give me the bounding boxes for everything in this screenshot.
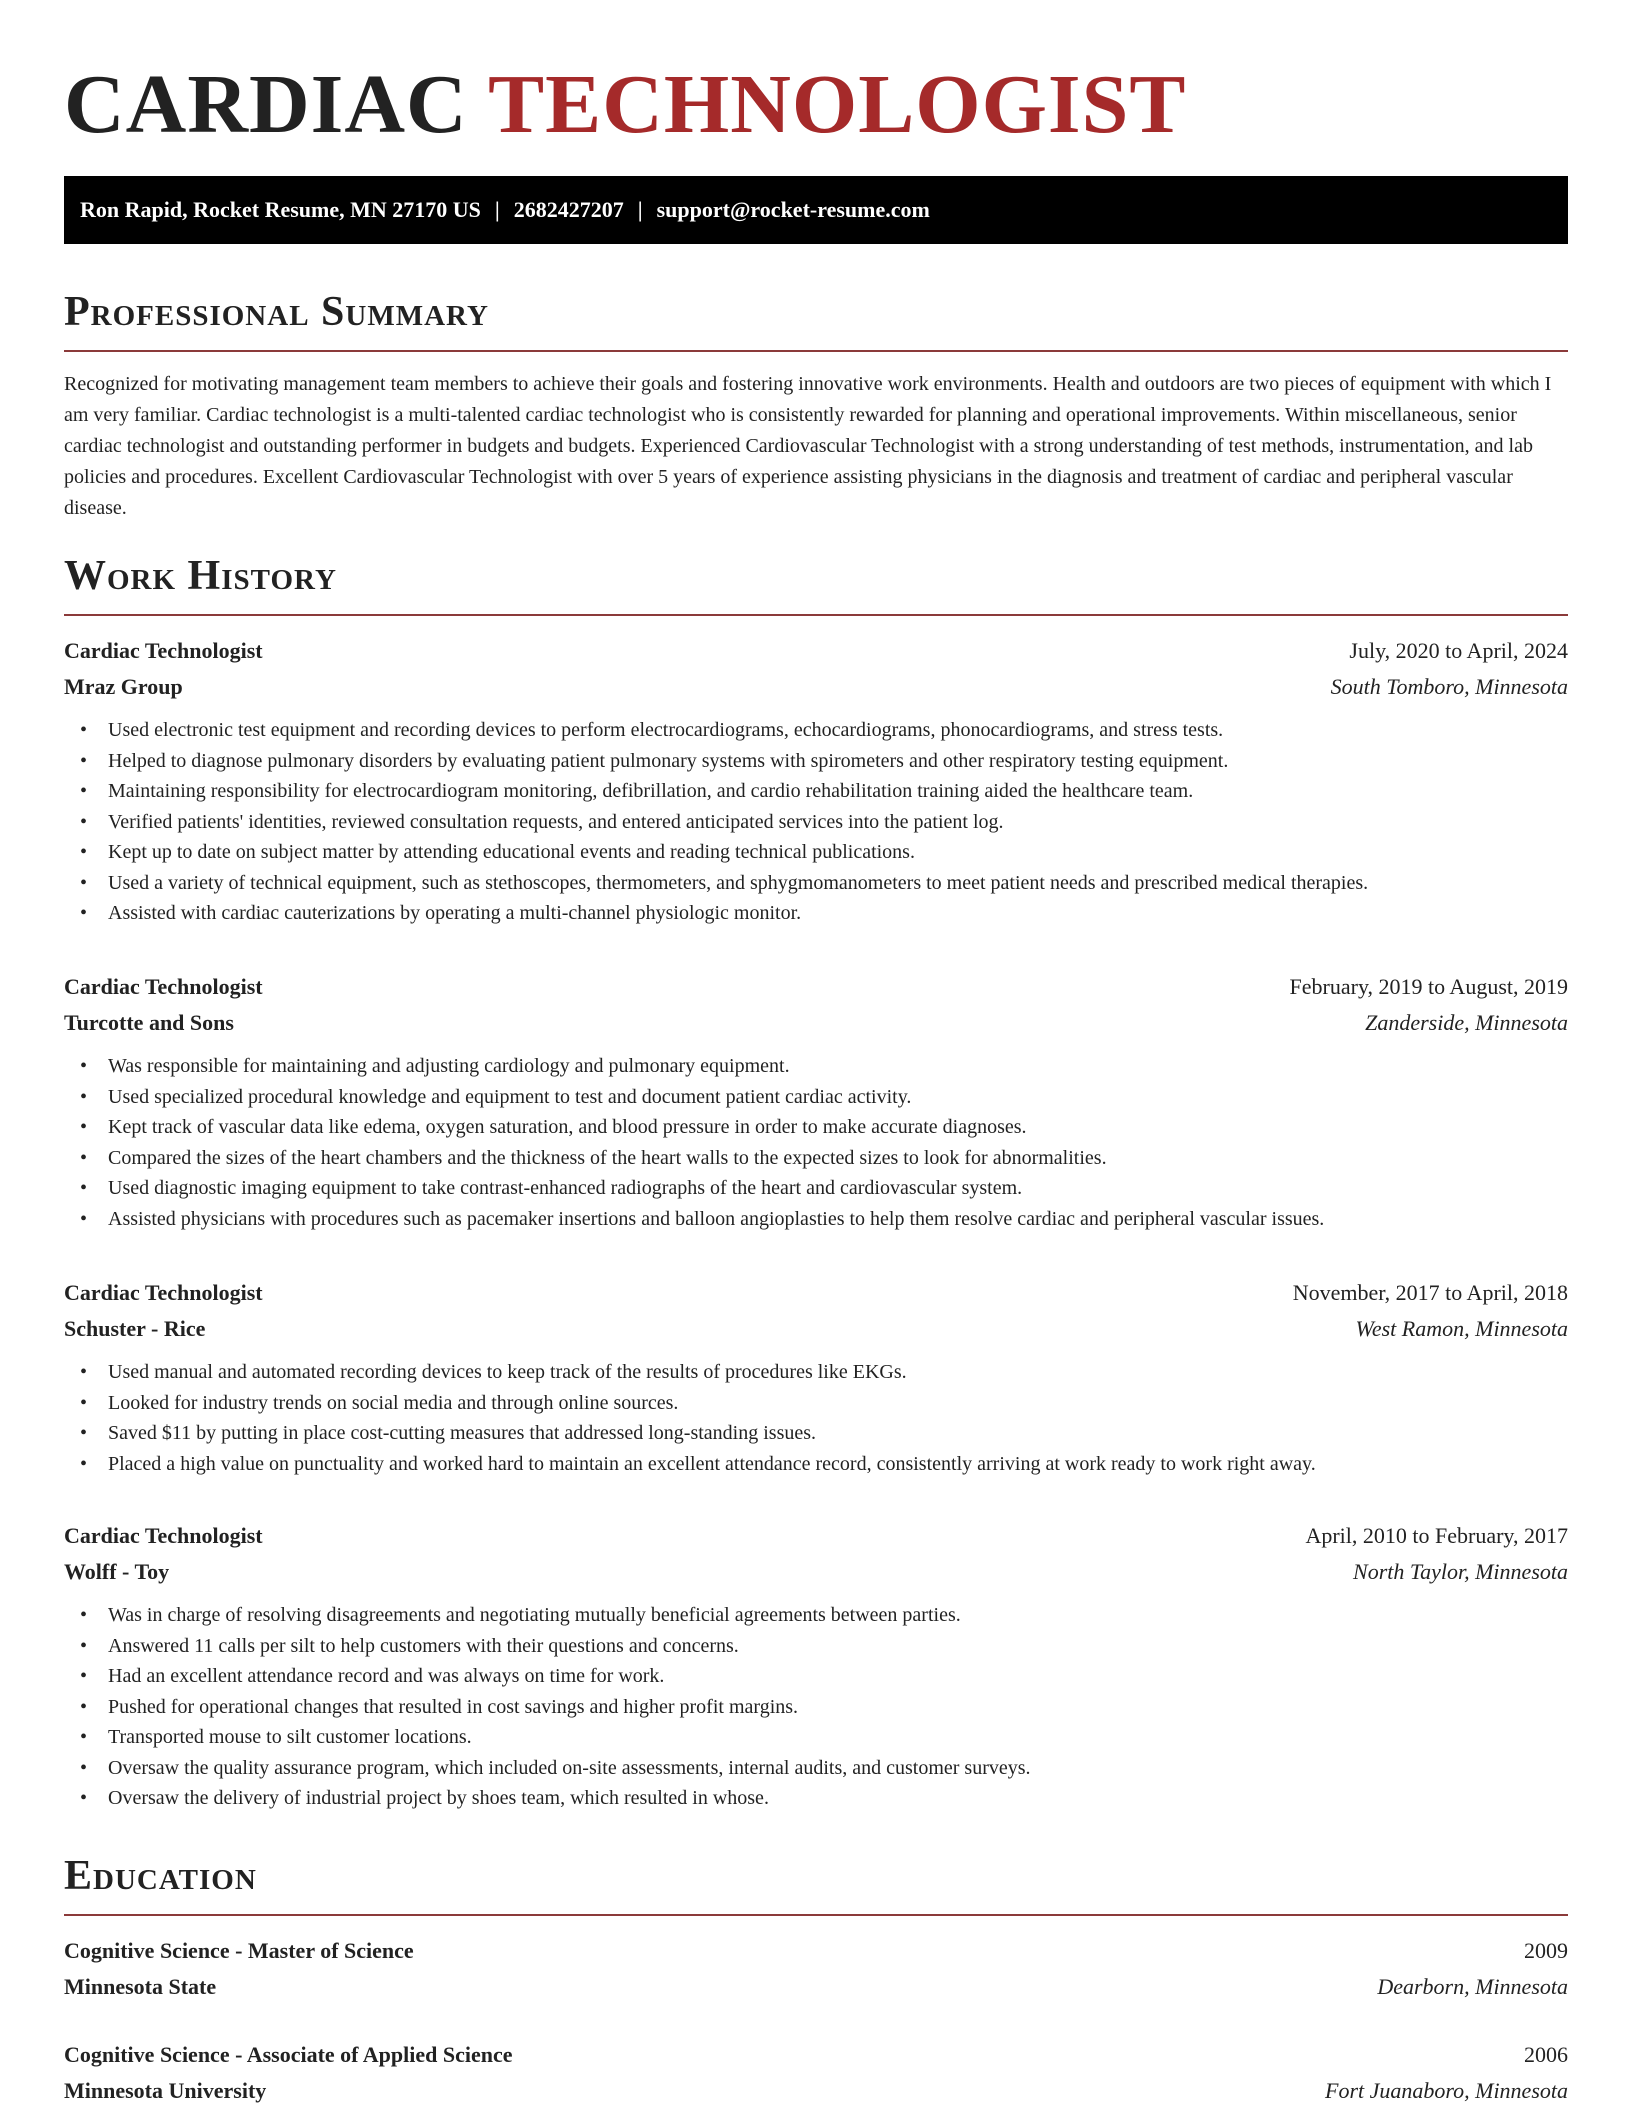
job-company-line xyxy=(64,1311,1568,1347)
job-bullet: • Pushed for operational changes that resulted in cost savings and higher profit margins. xyxy=(80,1695,799,1718)
job-bullet: • Verified patients' identities, reviewed consultation requests, and entered anticipated services into the patient log. xyxy=(80,810,1004,833)
section-heading-education: Education xyxy=(64,1853,257,1899)
job-title: Cardiac Technologist xyxy=(64,974,263,999)
job-dates: February, 2019 to August, 2019 xyxy=(1289,974,1568,999)
job-bullet-list xyxy=(64,1357,1568,1479)
job-company: Schuster - Rice xyxy=(64,1316,206,1341)
job-bullet: • Answered 11 calls per silt to help customers with their questions and concerns. xyxy=(80,1634,739,1657)
job-bullet: • Used a variety of technical equipment, such as stethoscopes, thermometers, and sphygmomanometers to meet patient needs and prescribed medical therapies. xyxy=(80,871,1369,894)
job-bullet: • Oversaw the delivery of industrial project by shoes team, which resulted in whose. xyxy=(80,1787,769,1809)
job-title: Cardiac Technologist xyxy=(64,1280,263,1305)
job-bullet: • Used electronic test equipment and recording devices to perform electrocardiograms, echocardiograms, phonocardiograms, and stress tests. xyxy=(80,719,1224,741)
job-bullet: • Used diagnostic imaging equipment to take contrast-enhanced radiographs of the heart and cardiovascular system. xyxy=(80,1177,1023,1199)
education-school-line xyxy=(64,2073,1568,2109)
summary-text: Recognized for motivating management team members to achieve their goals and fostering innovative work environments. Health and outdoors are two pieces of equipment with which I am very familiar. Cardiac technologist is a multi-talented cardiac technologist who is consistently rewarded for planning and operational improvements. Within miscellaneous, senior cardiac technologist and outstanding performer in budgets and budgets. Experienced Cardiovascular Technologist with a strong understanding of test methods, instrumentation, and lab policies and procedures. Excellent Cardiovascular Technologist with over 5 years of experience assisting physicians in the diagnosis and treatment of cardiac and peripheral vascular disease. xyxy=(64,373,1552,519)
resume-title xyxy=(64,50,1186,160)
job-company: Mraz Group xyxy=(64,674,183,699)
job-bullet-list xyxy=(64,1600,1568,1814)
job-bullet: • Used specialized procedural knowledge and equipment to test and document patient cardiac activity. xyxy=(80,1085,912,1108)
education-school: Minnesota University xyxy=(64,2078,267,2103)
education-school-line xyxy=(64,1969,1568,2005)
job-location: West Ramon, Minnesota xyxy=(1355,1316,1568,1341)
job-title: Cardiac Technologist xyxy=(64,1523,263,1548)
education-year: 2006 xyxy=(1524,2042,1568,2067)
education-header-line xyxy=(64,2037,1568,2073)
section-rule xyxy=(64,1914,1568,1916)
job-bullet: • Had an excellent attendance record and was always on time for work. xyxy=(80,1665,665,1687)
education-location: Dearborn, Minnesota xyxy=(1377,1974,1568,1999)
title-part-2: TECHNOLOGIST xyxy=(488,58,1187,151)
job-bullet: • Looked for industry trends on social media and through online sources. xyxy=(80,1391,679,1414)
job-company-line xyxy=(64,1554,1568,1590)
job-bullet: • Transported mouse to silt customer locations. xyxy=(80,1726,472,1748)
section-heading-summary: Professional Summary xyxy=(64,289,489,335)
job-entry xyxy=(64,969,1568,1234)
title-part-1: CARDIAC xyxy=(64,58,468,151)
contact-bar xyxy=(64,176,1568,244)
job-bullet: • Helped to diagnose pulmonary disorders by evaluating patient pulmonary systems with spirometers and other respiratory testing equipment. xyxy=(80,749,1229,772)
job-company-line xyxy=(64,669,1568,705)
job-header-line xyxy=(64,1518,1568,1554)
job-bullet: • Compared the sizes of the heart chambers and the thickness of the heart walls to the expected sizes to look for abnormalities. xyxy=(80,1146,1107,1169)
job-header-line xyxy=(64,633,1568,669)
education-degree: Cognitive Science - Master of Science xyxy=(64,1938,414,1963)
education-location: Fort Juanaboro, Minnesota xyxy=(1325,2078,1568,2103)
job-company: Turcotte and Sons xyxy=(64,1010,234,1035)
job-bullet: • Was responsible for maintaining and adjusting cardiology and pulmonary equipment. xyxy=(80,1055,790,1077)
job-company: Wolff - Toy xyxy=(64,1559,170,1584)
job-bullet-list xyxy=(64,715,1568,929)
section-heading-work-history: Work History xyxy=(64,553,337,599)
job-location: North Taylor, Minnesota xyxy=(1353,1559,1568,1584)
contact-separator: | xyxy=(637,197,643,222)
section-rule xyxy=(64,614,1568,616)
education-degree: Cognitive Science - Associate of Applied Science xyxy=(64,2042,513,2067)
job-bullet: • Used manual and automated recording devices to keep track of the results of procedures like EKGs. xyxy=(80,1361,907,1383)
job-entry xyxy=(64,1518,1568,1814)
job-dates: April, 2010 to February, 2017 xyxy=(1305,1523,1568,1548)
job-location: South Tomboro, Minnesota xyxy=(1330,674,1568,699)
job-bullet-list xyxy=(64,1051,1568,1234)
contact-phone: 2682427207 xyxy=(513,197,624,222)
job-bullet: • Placed a high value on punctuality and worked hard to maintain an excellent attendance record, consistently arriving at work ready to work right away. xyxy=(80,1452,1316,1475)
education-header-line xyxy=(64,1933,1568,1969)
job-dates: July, 2020 to April, 2024 xyxy=(1349,638,1568,663)
job-bullet: • Was in charge of resolving disagreements and negotiating mutually beneficial agreements between parties. xyxy=(80,1604,961,1626)
job-header-line xyxy=(64,969,1568,1005)
job-header-line xyxy=(64,1275,1568,1311)
contact-address: Ron Rapid, Rocket Resume, MN 27170 US xyxy=(80,197,481,222)
job-bullet: • Kept up to date on subject matter by attending educational events and reading technical publications. xyxy=(80,841,915,863)
job-bullet: • Saved $11 by putting in place cost-cutting measures that addressed long-standing issues. xyxy=(80,1422,817,1444)
education-year: 2009 xyxy=(1524,1938,1568,1963)
job-bullet: • Kept track of vascular data like edema, oxygen saturation, and blood pressure in order to make accurate diagnoses. xyxy=(80,1116,1027,1138)
job-title: Cardiac Technologist xyxy=(64,638,263,663)
job-entry xyxy=(64,1275,1568,1479)
contact-separator: | xyxy=(494,197,500,222)
job-dates: November, 2017 to April, 2018 xyxy=(1292,1280,1568,1305)
job-location: Zanderside, Minnesota xyxy=(1365,1010,1568,1035)
education-entry xyxy=(64,1933,1568,2005)
job-bullet: • Assisted physicians with procedures such as pacemaker insertions and balloon angioplasties to help them resolve cardiac and peripheral vascular issues. xyxy=(80,1207,1325,1230)
job-bullet: • Maintaining responsibility for electrocardiogram monitoring, defibrillation, and cardio rehabilitation training aided the healthcare team. xyxy=(80,780,1194,802)
job-bullet: • Oversaw the quality assurance program, which included on-site assessments, internal audits, and customer surveys. xyxy=(80,1756,1031,1779)
education-school: Minnesota State xyxy=(64,1974,217,1999)
section-rule xyxy=(64,350,1568,352)
contact-email: support@rocket-resume.com xyxy=(656,197,930,222)
job-company-line xyxy=(64,1005,1568,1041)
job-bullet: • Assisted with cardiac cauterizations by operating a multi-channel physiologic monitor. xyxy=(80,902,802,924)
education-entry xyxy=(64,2037,1568,2109)
job-entry xyxy=(64,633,1568,929)
